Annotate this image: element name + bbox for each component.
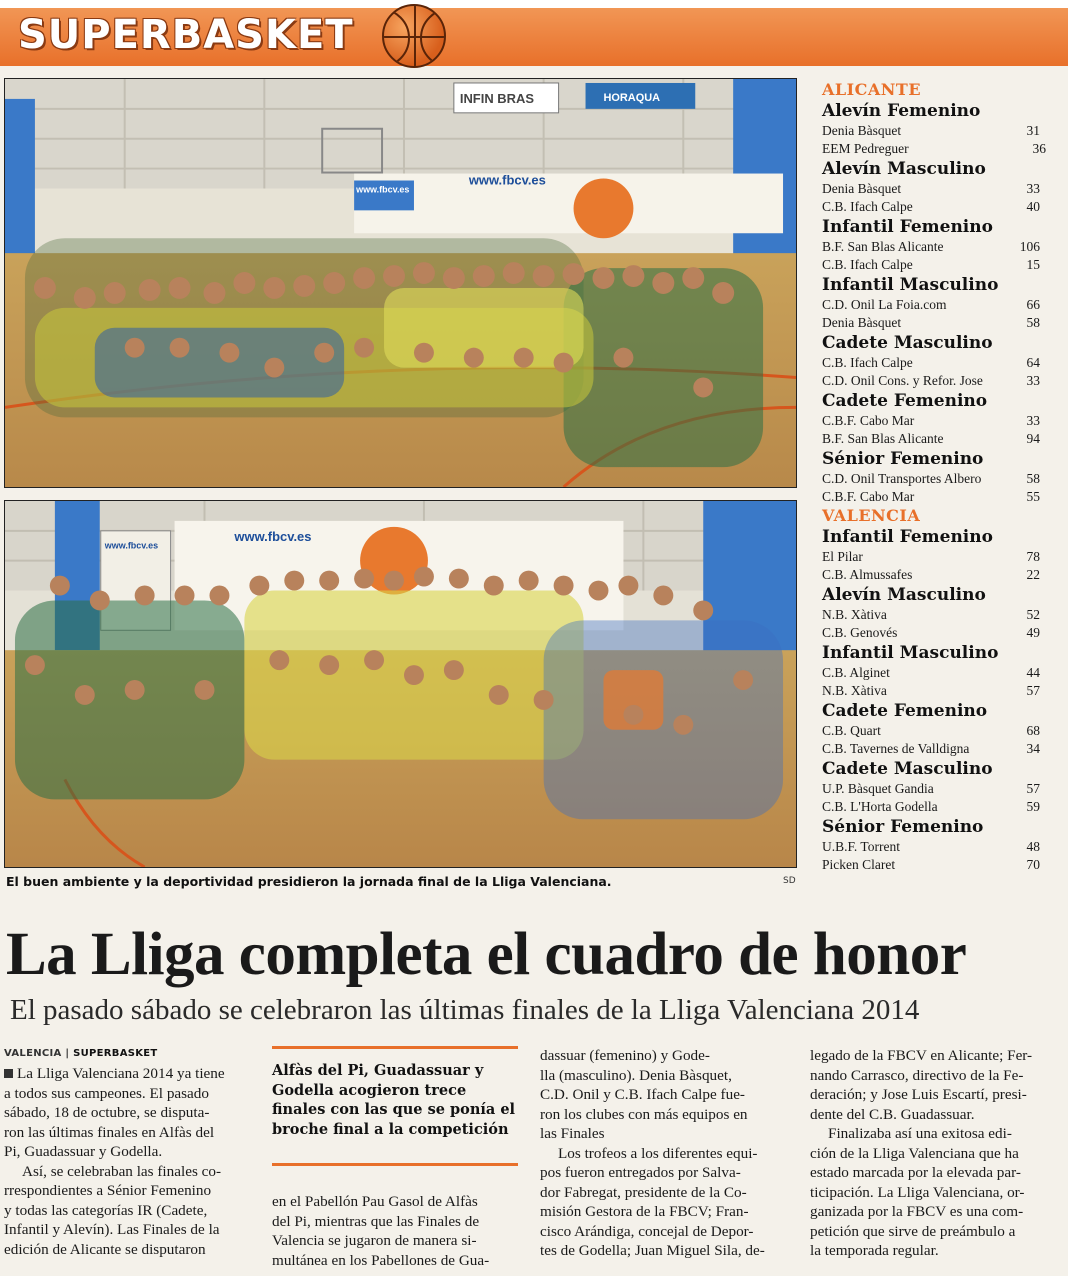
team-name: Denia Bàsquet [822, 123, 902, 138]
category-title: Infantil Femenino [822, 527, 993, 547]
team-name: C.B. Almussafes [822, 567, 913, 582]
pull-quote-line: broche final a la competición [272, 1120, 509, 1138]
result-row [822, 780, 1048, 798]
body-line: Valencia se jugaron de manera si- [272, 1232, 477, 1249]
result-row [822, 838, 1048, 856]
team-name: C.D. Onil La Foia.com [822, 297, 947, 312]
result-row [822, 566, 1048, 584]
body-line: C.D. Onil y C.B. Ifach Calpe fue- [540, 1086, 745, 1103]
category-title: Infantil Femenino [822, 217, 993, 237]
body-text: La Lliga Valenciana 2014 ya tiene [17, 1065, 225, 1082]
banner-fbcv-1: www.fbcv.es [468, 172, 546, 188]
body-line: pos fueron entregados por Salva- [540, 1164, 741, 1181]
body-line: ción de la Lliga Valenciana que ha [810, 1144, 1019, 1162]
body-line: Pi, Guadassuar y Godella. [4, 1143, 163, 1160]
category-title: Cadete Masculino [822, 759, 993, 779]
body-line: ron los clubes con más equipos en [540, 1105, 748, 1123]
result-row [822, 412, 1048, 430]
body-line: dassuar (femenino) y Gode- [540, 1047, 710, 1064]
lead-square-icon [4, 1069, 13, 1078]
region-title: ALICANTE [822, 80, 922, 99]
result-row [822, 198, 1048, 216]
team-name: C.B. Ifach Calpe [822, 355, 913, 370]
team-score: 58 [1026, 471, 1040, 486]
team-score: 64 [1026, 355, 1040, 370]
team-name: C.B. Ifach Calpe [822, 199, 913, 214]
result-row [822, 606, 1048, 624]
team-score: 49 [1026, 625, 1040, 640]
byline-separator: | [61, 1048, 74, 1059]
result-row [822, 122, 1048, 140]
article-subhead: El pasado sábado se celebraron las últimas finales de la Lliga Valenciana 2014 [10, 994, 920, 1026]
team-name: B.F. San Blas Alicante [822, 431, 944, 446]
body-line: Finalizaba así una exitosa edi- [828, 1125, 1012, 1142]
article-headline: La Lliga completa el cuadro de honor [6, 921, 967, 988]
result-row [822, 430, 1048, 448]
team-name: Denia Bàsquet [822, 181, 902, 196]
team-score: 33 [1026, 413, 1040, 428]
result-row [822, 314, 1048, 332]
team-score: 31 [1026, 123, 1040, 138]
team-score: 48 [1026, 839, 1040, 854]
banner-infinobras: INFIN BRAS [459, 90, 534, 106]
result-row [822, 664, 1048, 682]
body-line: cisco Arándiga, concejal de Depor- [540, 1222, 754, 1240]
body-line: Así, se celebraban las finales co- [22, 1162, 222, 1180]
team-name: B.F. San Blas Alicante [822, 239, 944, 254]
team-score: 68 [1026, 723, 1040, 738]
body-line: las Finales [540, 1125, 605, 1142]
category-title: Infantil Masculino [822, 643, 999, 663]
category-title: Cadete Masculino [822, 333, 993, 353]
result-row [822, 624, 1048, 642]
team-name: EEM Pedreguer [822, 141, 909, 156]
team-score: 40 [1026, 199, 1040, 214]
team-name: C.B. L'Horta Godella [822, 799, 938, 814]
body-line: Los trofeos a los diferentes equi- [558, 1144, 758, 1162]
team-score: 66 [1026, 297, 1040, 312]
section-header [0, 0, 1068, 66]
byline-section: SUPERBASKET [73, 1048, 158, 1059]
body-line: misión Gestora de la FBCV; Fran- [540, 1203, 749, 1220]
team-score: 34 [1026, 741, 1040, 756]
banner-fbcv-3: www.fbcv.es [234, 528, 312, 544]
body-line: rrespondientes a Sénior Femenino [4, 1182, 212, 1199]
body-line: y todas las categorías IR (Cadete, [4, 1201, 208, 1219]
team-score: 44 [1026, 665, 1040, 680]
team-score: 106 [1019, 239, 1040, 254]
result-row [822, 372, 1048, 390]
pull-quote [272, 1046, 518, 1166]
body-line: lla (masculino). Denia Bàsquet, [540, 1066, 732, 1084]
body-line: tes de Godella; Juan Miguel Sila, de- [540, 1242, 765, 1259]
banner-horaqua: HORAQUA [603, 91, 661, 104]
team-name: C.B. Tavernes de Valldigna [822, 741, 970, 756]
team-score: 36 [1032, 141, 1046, 156]
article-column-4 [810, 1046, 1058, 1261]
result-row [822, 548, 1048, 566]
team-name: C.D. Onil Cons. y Refor. Jose [822, 373, 983, 388]
body-line: legado de la FBCV en Alicante; Fer- [810, 1047, 1033, 1064]
body-line [4, 1064, 256, 1084]
team-name: Picken Claret [822, 857, 896, 872]
section-title: SUPERBASKET [18, 12, 354, 58]
body-line: nando Carrasco, directivo de la Fe- [810, 1066, 1024, 1084]
category-title: Cadete Femenino [822, 701, 988, 721]
body-line: dente del C.B. Guadassuar. [810, 1105, 975, 1123]
body-line: edición de Alicante se disputaron [4, 1240, 206, 1258]
body-line: del Pi, mientras que las Finales de [272, 1212, 480, 1230]
banner-fbcv-4: www.fbcv.es [104, 540, 159, 551]
result-row [822, 354, 1048, 372]
team-name: C.B. Ifach Calpe [822, 257, 913, 272]
category-title: Sénior Femenino [822, 817, 984, 837]
byline-location: VALENCIA [4, 1048, 62, 1059]
body-line: a todos sus campeones. El pasado [4, 1084, 209, 1102]
team-name: C.B. Genovés [822, 625, 898, 640]
body-line: dor Fabregat, presidente de la Co- [540, 1183, 747, 1201]
team-score: 78 [1026, 549, 1040, 564]
result-row [822, 798, 1048, 816]
body-line: sábado, 18 de octubre, se disputa- [4, 1104, 210, 1121]
team-photo-alicante [4, 78, 797, 488]
category-title: Alevín Masculino [822, 159, 986, 179]
body-line: multánea en los Pabellones de Gua- [272, 1251, 490, 1269]
category-title: Alevín Femenino [822, 101, 981, 121]
body-line: ganizada por la FBCV es una com- [810, 1203, 1024, 1220]
byline [4, 1046, 256, 1064]
team-score: 33 [1026, 181, 1040, 196]
photo-credit: SD [783, 876, 796, 886]
result-row [822, 256, 1048, 274]
team-name: N.B. Xàtiva [822, 607, 887, 622]
result-row [822, 140, 1048, 158]
banner-fbcv-2: www.fbcv.es [356, 184, 410, 195]
article-column-2 [272, 1192, 520, 1270]
body-line: petición que sirve de preámbulo a [810, 1222, 1016, 1240]
body-line: Infantil y Alevín). Las Finales de la [4, 1221, 220, 1238]
result-row [822, 488, 1048, 506]
category-title: Infantil Masculino [822, 275, 999, 295]
team-score: 55 [1026, 489, 1040, 504]
team-photo-valencia [4, 500, 797, 868]
photo-caption: El buen ambiente y la deportividad presidieron la jornada final de la Lliga Valenciana. [6, 874, 612, 889]
team-name: El Pilar [822, 549, 863, 564]
body-line: en el Pabellón Pau Gasol de Alfàs [272, 1193, 478, 1210]
team-name: C.B. Quart [822, 723, 881, 738]
result-row [822, 238, 1048, 256]
article-column-3 [540, 1046, 788, 1261]
results-column [816, 80, 1048, 874]
pull-quote-line: Godella acogieron trece [272, 1081, 467, 1099]
body-line: la temporada regular. [810, 1242, 939, 1259]
team-score: 22 [1026, 567, 1040, 582]
team-score: 59 [1026, 799, 1040, 814]
result-row [822, 682, 1048, 700]
team-score: 58 [1026, 315, 1040, 330]
team-name: C.B.F. Cabo Mar [822, 489, 915, 504]
body-line: estado marcada por la elevada par- [810, 1164, 1021, 1181]
result-row [822, 470, 1048, 488]
team-name: U.P. Bàsquet Gandia [822, 781, 934, 796]
basketball-icon [382, 4, 446, 68]
team-score: 70 [1026, 857, 1040, 872]
team-name: N.B. Xàtiva [822, 683, 887, 698]
category-title: Sénior Femenino [822, 449, 984, 469]
team-name: C.D. Onil Transportes Albero [822, 471, 982, 486]
team-score: 52 [1026, 607, 1040, 622]
body-line: deración; y Jose Luis Escartí, presi- [810, 1086, 1027, 1103]
result-row [822, 740, 1048, 758]
team-score: 57 [1026, 683, 1040, 698]
pull-quote-line: Alfàs del Pi, Guadassuar y [272, 1062, 484, 1079]
category-title: Cadete Femenino [822, 391, 988, 411]
pull-quote-line: finales con las que se ponía el [272, 1101, 516, 1118]
team-score: 94 [1026, 431, 1040, 446]
team-name: U.B.F. Torrent [822, 839, 900, 854]
body-line: ron las últimas finales en Alfàs del [4, 1123, 215, 1141]
article-column-1 [4, 1046, 256, 1259]
team-score: 57 [1026, 781, 1040, 796]
region-title: VALENCIA [822, 506, 921, 525]
category-title: Alevín Masculino [822, 585, 986, 605]
result-row [822, 856, 1048, 874]
result-row [822, 180, 1048, 198]
team-score: 15 [1026, 257, 1040, 272]
team-name: Denia Bàsquet [822, 315, 902, 330]
body-line: ticipación. La Lliga Valenciana, or- [810, 1183, 1025, 1201]
team-name: C.B.F. Cabo Mar [822, 413, 915, 428]
result-row [822, 722, 1048, 740]
team-score: 33 [1026, 373, 1040, 388]
result-row [822, 296, 1048, 314]
team-name: C.B. Alginet [822, 665, 890, 680]
